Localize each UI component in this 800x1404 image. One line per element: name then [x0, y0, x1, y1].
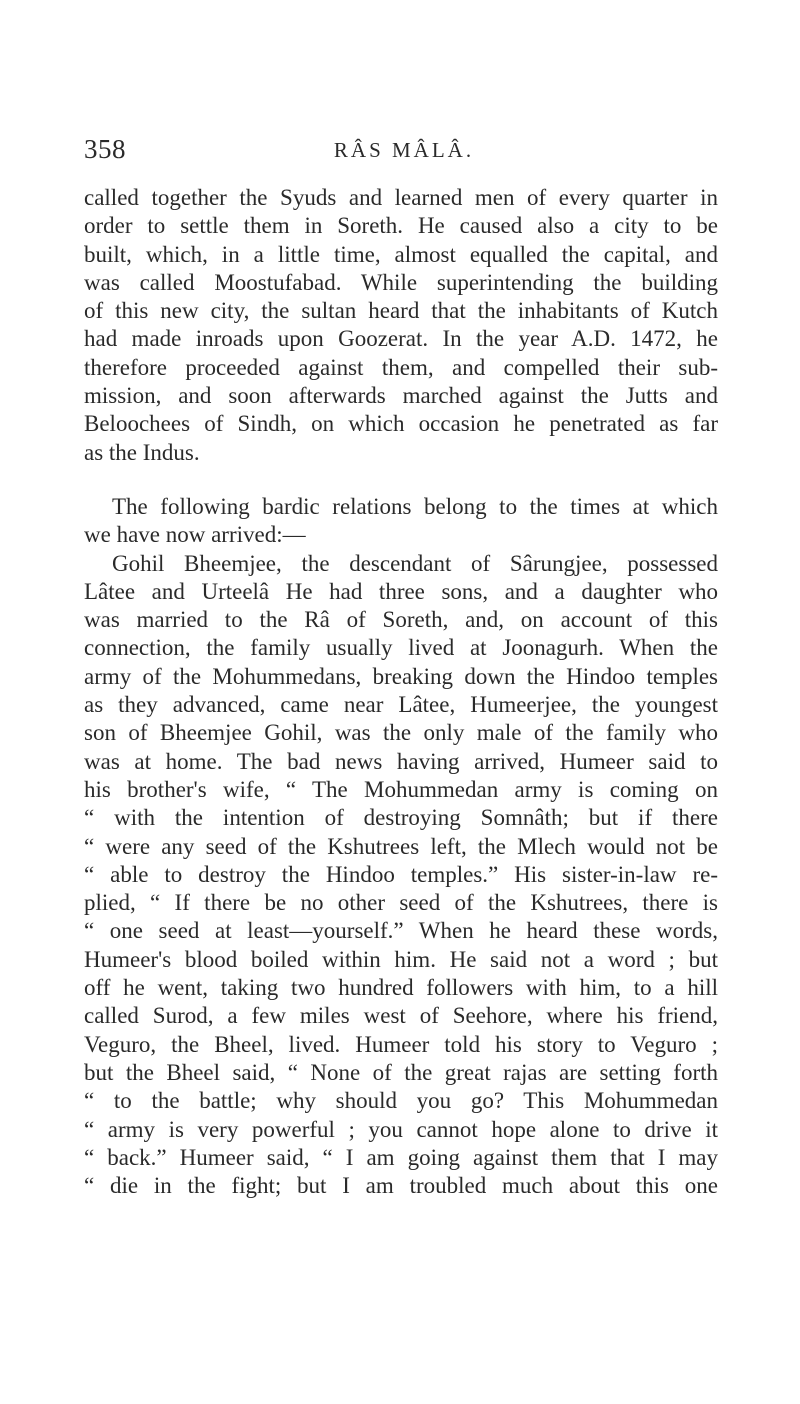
- text-line: “ to the battle; why should you go? This Mohummedan: [84, 1088, 718, 1114]
- text-line: Lâtee and Urteelâ He had three sons, and a daughter who: [84, 578, 718, 604]
- text-line: “ die in the fight; but I am troubled much about this one: [84, 1173, 718, 1199]
- text-line: we have now arrived:—: [84, 522, 306, 548]
- text-line: “ were any seed of the Kshutrees left, the Mlech would not be: [84, 833, 718, 859]
- text-line: had made inroads upon Goozerat. In the year A.D. 1472, he: [84, 326, 718, 352]
- text-line: was called Moostufabad. While superintending the building: [84, 269, 718, 295]
- text-line: therefore proceeded against them, and compelled their sub-: [84, 354, 718, 380]
- text-line: “ one seed at least—yourself.” When he heard these words,: [84, 918, 718, 944]
- text-line: “ back.” Humeer said, “ I am going against them that I may: [84, 1144, 718, 1170]
- text-line: built, which, in a little time, almost equalled the capital, and: [84, 241, 718, 267]
- text-line: as the Indus.: [84, 439, 200, 465]
- text-line: connection, the family usually lived at Joonagurh. When the: [84, 635, 718, 661]
- text-line: “ able to destroy the Hindoo temples.” His sister-in-law re-: [84, 861, 718, 887]
- paragraph-2: [84, 493, 718, 550]
- text-line: Gohil Bheemjee, the descendant of Sârungjee, possessed: [112, 550, 718, 576]
- text-line: army of the Mohummedans, breaking down the Hindoo temples: [84, 663, 718, 689]
- text-line: was at home. The bad news having arrived, Humeer said to: [84, 748, 718, 774]
- text-line: mission, and soon afterwards marched against the Jutts and: [84, 383, 718, 409]
- text-line: order to settle them in Soreth. He caused also a city to be: [84, 213, 718, 239]
- paragraph-1: [84, 184, 718, 467]
- text-line: Veguro, the Bheel, lived. Humeer told his story to Veguro ;: [84, 1031, 718, 1057]
- body-text: [84, 184, 718, 1200]
- text-line: called Surod, a few miles west of Seehore, where his friend,: [84, 1003, 718, 1029]
- text-line: called together the Syuds and learned men of every quarter in: [84, 185, 718, 210]
- text-line: plied, “ If there be no other seed of the Kshutrees, there is: [84, 890, 718, 916]
- paragraph-gap: [84, 467, 718, 493]
- text-line: “ with the intention of destroying Somnâth; but if there: [84, 805, 718, 831]
- text-line: “ army is very powerful ; you cannot hope alone to drive it: [84, 1116, 718, 1142]
- text-line: but the Bheel said, “ None of the great rajas are setting forth: [84, 1059, 718, 1085]
- text-line: was married to the Râ of Soreth, and, on account of this: [84, 607, 718, 633]
- text-line: The following bardic relations belong to the times at which: [112, 493, 718, 519]
- page-header: [84, 134, 724, 174]
- paragraph-3: [84, 550, 718, 1201]
- text-line: Beloochees of Sindh, on which occasion he penetrated as far: [84, 411, 718, 437]
- running-title: RÂS MÂLÂ.: [333, 138, 475, 162]
- text-line: Humeer's blood boiled within him. He said not a word ; but: [84, 946, 718, 972]
- text-line: off he went, taking two hundred followers with him, to a hill: [84, 975, 718, 1001]
- text-line: as they advanced, came near Lâtee, Humeerjee, the youngest: [84, 692, 718, 718]
- text-line: his brother's wife, “ The Mohummedan army is coming on: [84, 776, 718, 802]
- text-line: son of Bheemjee Gohil, was the only male of the family who: [84, 720, 718, 746]
- text-line: of this new city, the sultan heard that the inhabitants of Kutch: [84, 298, 718, 324]
- page-number: 358: [84, 134, 126, 164]
